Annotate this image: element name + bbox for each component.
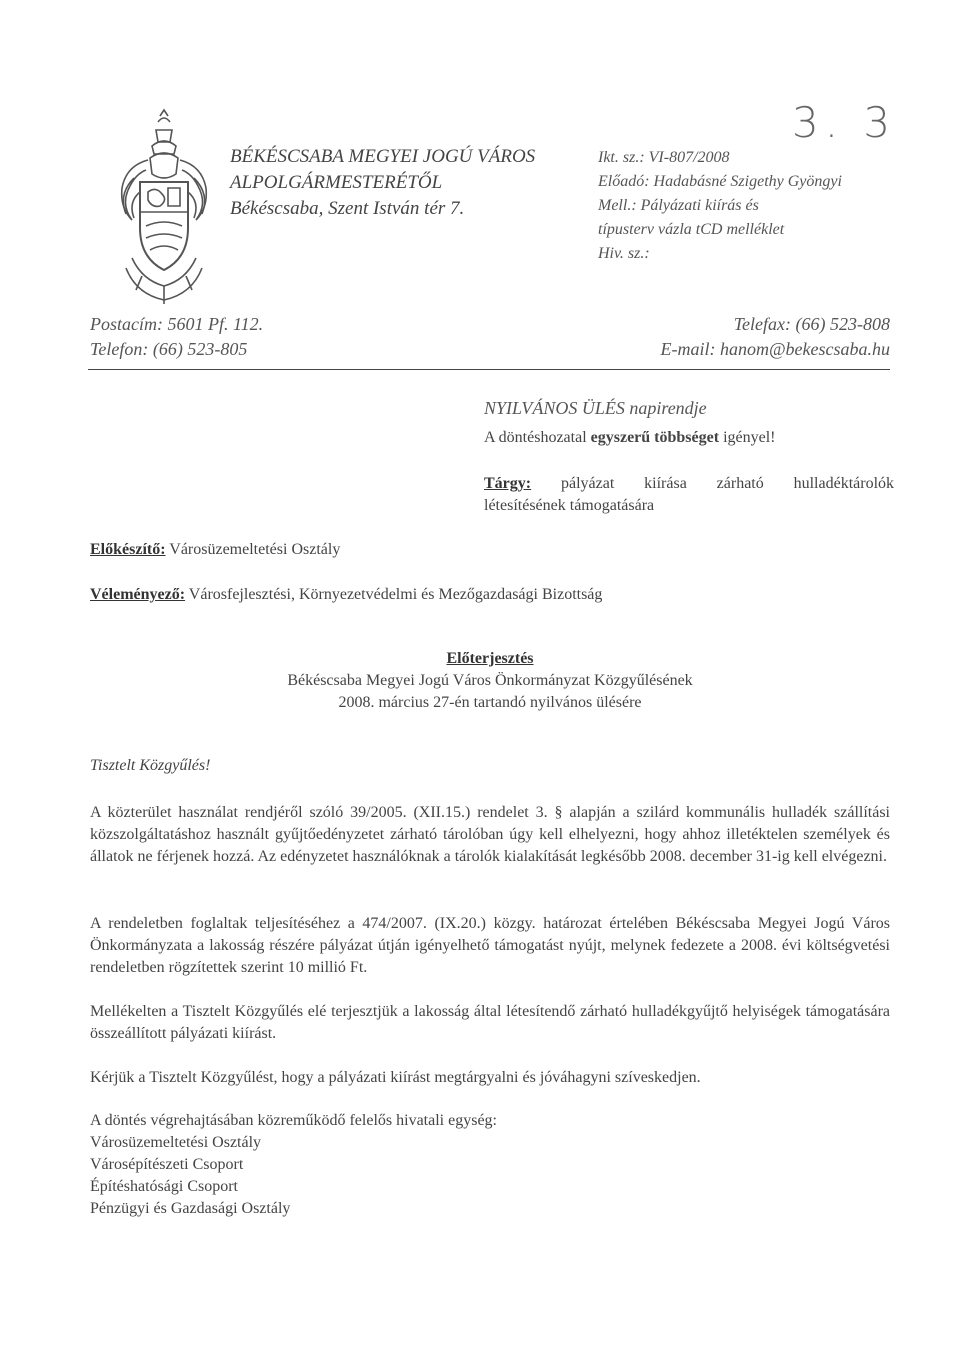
org-line-2: ALPOLGÁRMESTERÉTŐL (230, 172, 443, 193)
proposal-line-2: 2008. március 27-én tartandó nyilvános ülésére (338, 694, 642, 711)
proposal-block (90, 648, 890, 714)
subject-text-2: létesítésének támogatására (484, 497, 655, 514)
proposal-line-1: Békéscsaba Megyei Jogú Város Önkormányzat Közgyűlésének (287, 672, 693, 689)
body-paragraph-4: Kérjük a Tisztelt Közgyűlést, hogy a pályázati kiírást megtárgyalni és jóváhagyni szíveskedjen. (90, 1069, 701, 1086)
preparer-value: Városüzemeltetési Osztály (169, 541, 341, 558)
responsible-block (90, 1110, 890, 1220)
session-type: NYILVÁNOS ÜLÉS napirendje (484, 398, 707, 418)
preparer-line (90, 539, 340, 561)
reference-eloado: Előadó: Hadabásné Szigethy Gyöngyi (598, 173, 842, 190)
body-paragraph-2: A rendeletben foglaltak teljesítéséhez a 474/2007. (IX.20.) közgy. határozat értelében Békéscsaba Megyei Jogú Város Önkormányzata a lakosság részére pályázat útján igényelhető támogatást nyújt, melynek fedezete a 2008. évi költségvetési rendeletben rögzítettek szerint 10 millió Ft. (90, 915, 890, 976)
salutation: Tisztelt Közgyűlés! (90, 757, 211, 774)
telefax-number: Telefax: (66) 523-808 (733, 314, 890, 334)
majority-suffix: igényel! (723, 429, 776, 446)
subject-label: Tárgy: (484, 475, 532, 492)
agenda-block (484, 395, 894, 517)
responsible-intro: A döntés végrehajtásában közreműködő felelős hivatali egység: (90, 1112, 497, 1129)
responsible-unit: Építéshatósági Csoport (90, 1178, 238, 1195)
majority-note (484, 427, 894, 449)
reference-hiv: Hiv. sz.: (598, 245, 650, 262)
reference-mell-2: típusterv vázla tCD melléklet (598, 221, 785, 238)
body-paragraph-1: A közterület használat rendjéről szóló 39/2005. (XII.15.) rendelet 3. § alapján a szilárd kommunális hulladék szállítási közszolgáltatáshoz használt gyűjtőedényzetet zárható tárolóban úgy kell elhelyezni, hogy ahhoz illetéktelen személyek és állatok ne férjenek hozzá. Az edényzetet használóknak a tárolók kialakítását legkésőbb 2008. december 31-ig kell elvégezni. (90, 804, 890, 865)
header-org-name (230, 144, 535, 222)
contact-right (596, 312, 890, 362)
reviewer-label: Véleményező: (90, 586, 186, 603)
responsible-unit: Pénzügyi és Gazdasági Osztály (90, 1200, 291, 1217)
org-address: Békéscsaba, Szent István tér 7. (230, 198, 465, 219)
responsible-unit: Városépítészeti Csoport (90, 1156, 244, 1173)
handwritten-agenda-number: 3. 3 (792, 98, 897, 147)
postal-address: Postacím: 5601 Pf. 112. (90, 314, 264, 334)
responsible-unit: Városüzemeltetési Osztály (90, 1134, 262, 1151)
reference-block (598, 146, 898, 266)
email-address: E-mail: hanom@bekescsaba.hu (660, 339, 890, 359)
preparer-label: Előkészítő: (90, 541, 166, 558)
reviewer-value: Városfejlesztési, Környezetvédelmi és Mezőgazdasági Bizottság (188, 586, 603, 603)
subject (484, 473, 894, 517)
majority-prefix: A döntéshozatal (484, 429, 587, 446)
phone-number: Telefon: (66) 523-805 (90, 339, 248, 359)
reference-mell-1: Mell.: Pályázati kiírás és (598, 197, 759, 214)
reviewer-line (90, 584, 602, 606)
body-paragraph-3: Mellékelten a Tisztelt Közgyűlés elé terjesztjük a lakosság által létesítendő zárható hulladékgyűjtő helyiségek támogatására összeállított pályázati kiírást. (90, 1003, 890, 1042)
contact-left (90, 312, 263, 362)
reference-ikt: Ikt. sz.: VI-807/2008 (598, 149, 730, 166)
org-line-1: BÉKÉSCSABA MEGYEI JOGÚ VÁROS (230, 146, 536, 167)
majority-type: egyszerű többséget (590, 429, 720, 446)
coat-of-arms-seal (112, 108, 217, 308)
proposal-title: Előterjesztés (446, 650, 534, 667)
subject-text-1: pályázat kiírása zárható hulladéktárolók (560, 475, 895, 492)
header-divider (88, 369, 890, 370)
